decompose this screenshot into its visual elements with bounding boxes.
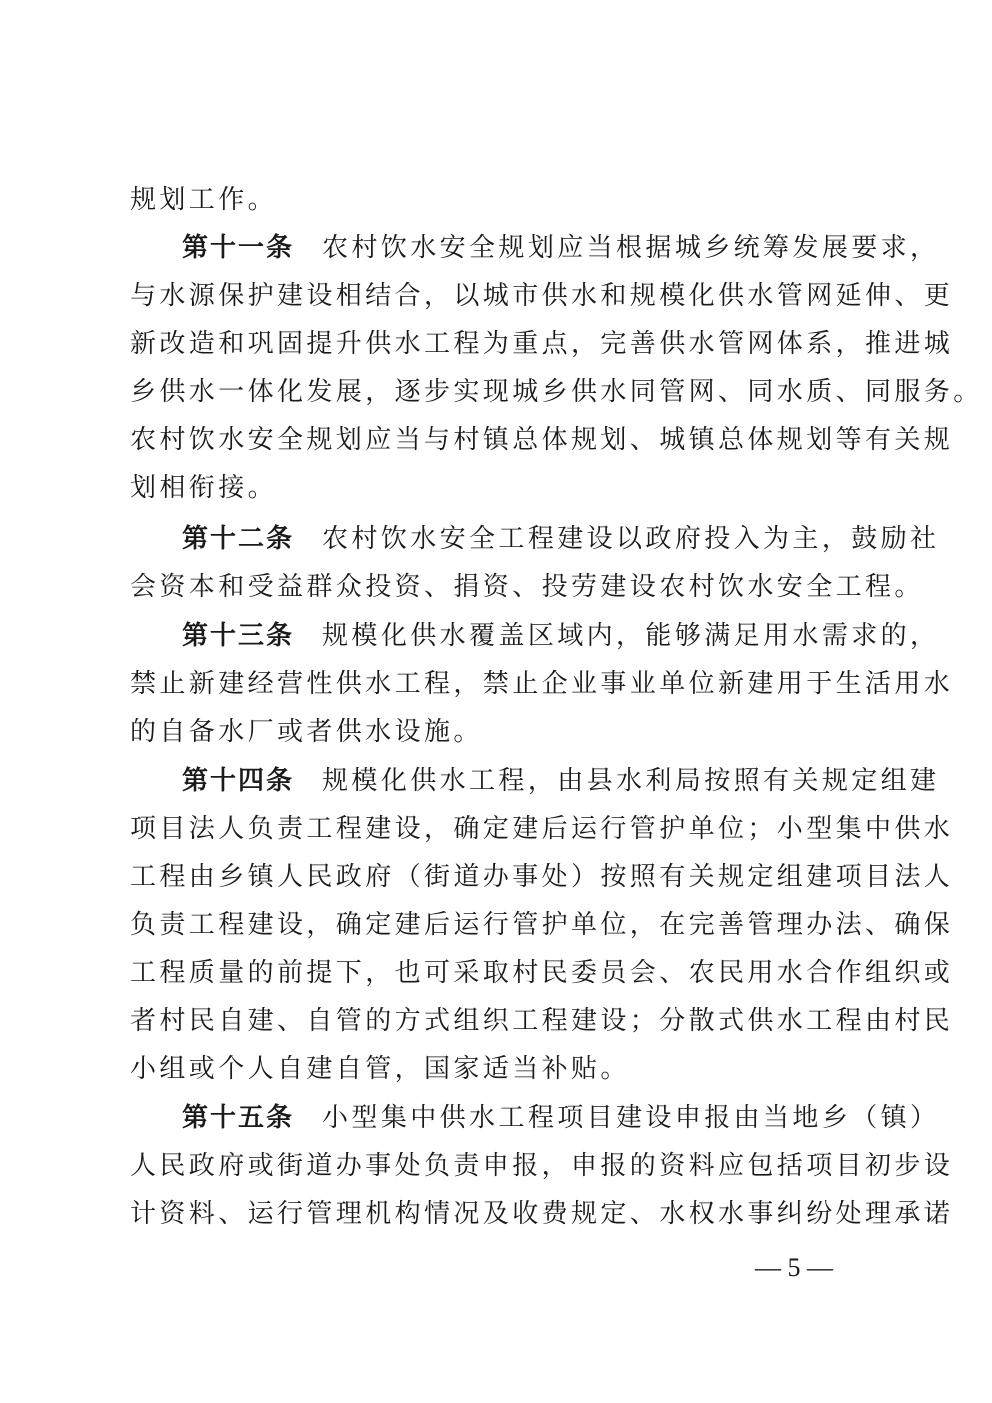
- text-line: 负责工程建设，确定建后运行管护单位，在完善管理办法、确保: [130, 910, 954, 940]
- text-line: 规划工作。: [130, 185, 278, 215]
- text-line: 的自备水厂或者供水设施。: [130, 717, 483, 747]
- text-line: 小组或个人自建自管，国家适当补贴。: [130, 1054, 630, 1084]
- article-number: 第十一条: [182, 233, 295, 263]
- text-line: 工程由乡镇人民政府（街道办事处）按照有关规定组建项目法人: [130, 862, 954, 892]
- text-line: 新改造和巩固提升供水工程为重点，完善供水管网体系，推进城: [130, 329, 954, 359]
- article-number: 第十二条: [182, 524, 295, 554]
- article-first-line: 第十一条 农村饮水安全规划应当根据城乡统筹发展要求，: [182, 233, 940, 263]
- article-first-line: 第十五条 小型集中供水工程项目建设申报由当地乡（镇）: [182, 1103, 940, 1133]
- page-number: — 5 —: [755, 1253, 833, 1282]
- text-line: 计资料、运行管理机构情况及收费规定、水权水事纠纷处理承诺: [130, 1199, 954, 1229]
- text-line: 项目法人负责工程建设，确定建后运行管护单位；小型集中供水: [130, 814, 954, 844]
- text-line: 工程质量的前提下，也可采取村民委员会、农民用水合作组织或: [130, 958, 954, 988]
- article-first-line: 第十四条 规模化供水工程，由县水利局按照有关规定组建: [182, 766, 940, 796]
- article-first-line: 第十二条 农村饮水安全工程建设以政府投入为主，鼓励社: [182, 524, 940, 554]
- text-line: 者村民自建、自管的方式组织工程建设；分散式供水工程由村民: [130, 1006, 954, 1036]
- text-line: 人民政府或街道办事处负责申报，申报的资料应包括项目初步设: [130, 1151, 954, 1181]
- text-line: 与水源保护建设相结合，以城市供水和规模化供水管网延伸、更: [130, 281, 954, 311]
- article-number: 第十四条: [182, 766, 295, 796]
- text-line: 农村饮水安全规划应当与村镇总体规划、城镇总体规划等有关规: [130, 425, 954, 455]
- text-line: 会资本和受益群众投资、捐资、投劳建设农村饮水安全工程。: [130, 572, 924, 602]
- text-line: 乡供水一体化发展，逐步实现城乡供水同管网、同水质、同服务。: [130, 377, 983, 407]
- article-number: 第十五条: [182, 1103, 295, 1133]
- text-line: 划相衔接。: [130, 473, 278, 503]
- article-number: 第十三条: [182, 621, 295, 651]
- text-line: 禁止新建经营性供水工程，禁止企业事业单位新建用于生活用水: [130, 669, 954, 699]
- article-first-line: 第十三条 规模化供水覆盖区域内，能够满足用水需求的，: [182, 621, 940, 651]
